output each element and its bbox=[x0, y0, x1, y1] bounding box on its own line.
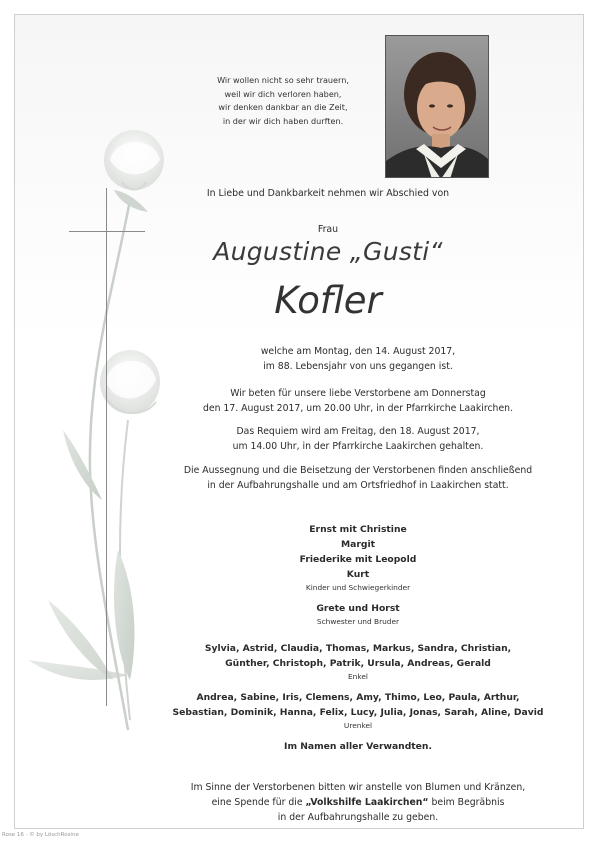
requiem-notice bbox=[168, 424, 548, 455]
prayer-notice bbox=[168, 386, 548, 417]
deceased-first-name: Augustine „Gusti“ bbox=[213, 237, 443, 266]
prayer-line: den 17. August 2017, um 20.00 Uhr, in der Pfarrkirche Laakirchen. bbox=[202, 403, 514, 415]
mourners-grandchildren bbox=[168, 641, 548, 683]
mourner-relation: Urenkel bbox=[343, 721, 373, 730]
quote-line: in der wir dich haben durften. bbox=[222, 115, 344, 126]
requiem-line: um 14.00 Uhr, in der Pfarrkirche Laakirchen gehalten. bbox=[232, 441, 484, 453]
memorial-quote bbox=[188, 74, 378, 128]
death-notice-line: im 88. Lebensjahr von uns gegangen ist. bbox=[263, 361, 453, 373]
mourner-name: Kurt bbox=[346, 569, 370, 580]
quote-line: wir denken dankbar an die Zeit, bbox=[218, 102, 348, 112]
requiem-line: Das Requiem wird am Freitag, den 18. August 2017, bbox=[236, 426, 480, 437]
mourner-name: Ernst mit Christine bbox=[309, 524, 407, 535]
mourner-relation: Kinder und Schwiegerkinder bbox=[305, 583, 411, 592]
quote-line: weil wir dich verloren haben, bbox=[224, 88, 342, 99]
donation-line: in der Aufbahrungshalle zu geben. bbox=[277, 812, 439, 823]
mourner-name: Friederike mit Leopold bbox=[299, 554, 417, 565]
salutation: Frau bbox=[317, 224, 339, 235]
quote-line: Wir wollen nicht so sehr trauern, bbox=[217, 75, 349, 85]
mourner-name: Margit bbox=[341, 539, 375, 550]
mourners-children bbox=[168, 522, 548, 594]
mourner-name: Grete und Horst bbox=[316, 603, 400, 614]
mourners-closing bbox=[168, 739, 548, 754]
mourner-name: Sebastian, Dominik, Hanna, Felix, Lucy, Julia, Jonas, Sarah, Aline, David bbox=[172, 707, 544, 718]
burial-line: Die Aussegnung und die Beisetzung der Verstorbenen finden anschließend bbox=[183, 465, 533, 476]
death-notice-line: welche am Montag, den 14. August 2017, bbox=[260, 346, 456, 357]
death-notice bbox=[168, 344, 548, 375]
donation-line bbox=[168, 795, 548, 810]
deceased-surname: Kofler bbox=[274, 279, 382, 322]
mourner-relation: Schwester und Bruder bbox=[316, 617, 400, 626]
donation-line: Im Sinne der Verstorbenen bitten wir anstelle von Blumen und Kränzen, bbox=[190, 782, 526, 793]
mourners-great-grandchildren bbox=[168, 690, 548, 732]
mourner-name: Günther, Christoph, Patrik, Ursula, Andreas, Gerald bbox=[225, 658, 491, 669]
donation-request bbox=[168, 780, 548, 825]
donation-suffix: beim Begräbnis bbox=[428, 797, 505, 808]
mourners-siblings bbox=[168, 601, 548, 628]
mourner-name: Sylvia, Astrid, Claudia, Thomas, Markus, Sandra, Christian, bbox=[204, 643, 512, 654]
donation-prefix: eine Spende für die bbox=[211, 797, 306, 808]
prayer-line: Wir beten für unsere liebe Verstorbene am Donnerstag bbox=[230, 388, 486, 399]
intro-line: In Liebe und Dankbarkeit nehmen wir Abschied von bbox=[206, 188, 450, 199]
mourner-name: Andrea, Sabine, Iris, Clemens, Amy, Thimo, Leo, Paula, Arthur, bbox=[196, 692, 520, 703]
white-rose-illustration bbox=[18, 120, 168, 760]
donation-recipient: „Volkshilfe Laakirchen“ bbox=[305, 797, 429, 808]
burial-notice bbox=[168, 463, 548, 494]
mourner-relation: Enkel bbox=[348, 672, 368, 681]
burial-line: in der Aufbahrungshalle und am Ortsfriedhof in Laakirchen statt. bbox=[207, 480, 509, 492]
portrait-photo bbox=[385, 35, 489, 178]
footer-credit: Rose 16 · © by LöschRosine bbox=[2, 832, 79, 838]
closing-line: Im Namen aller Verwandten. bbox=[284, 741, 432, 752]
portrait-image bbox=[386, 36, 489, 178]
